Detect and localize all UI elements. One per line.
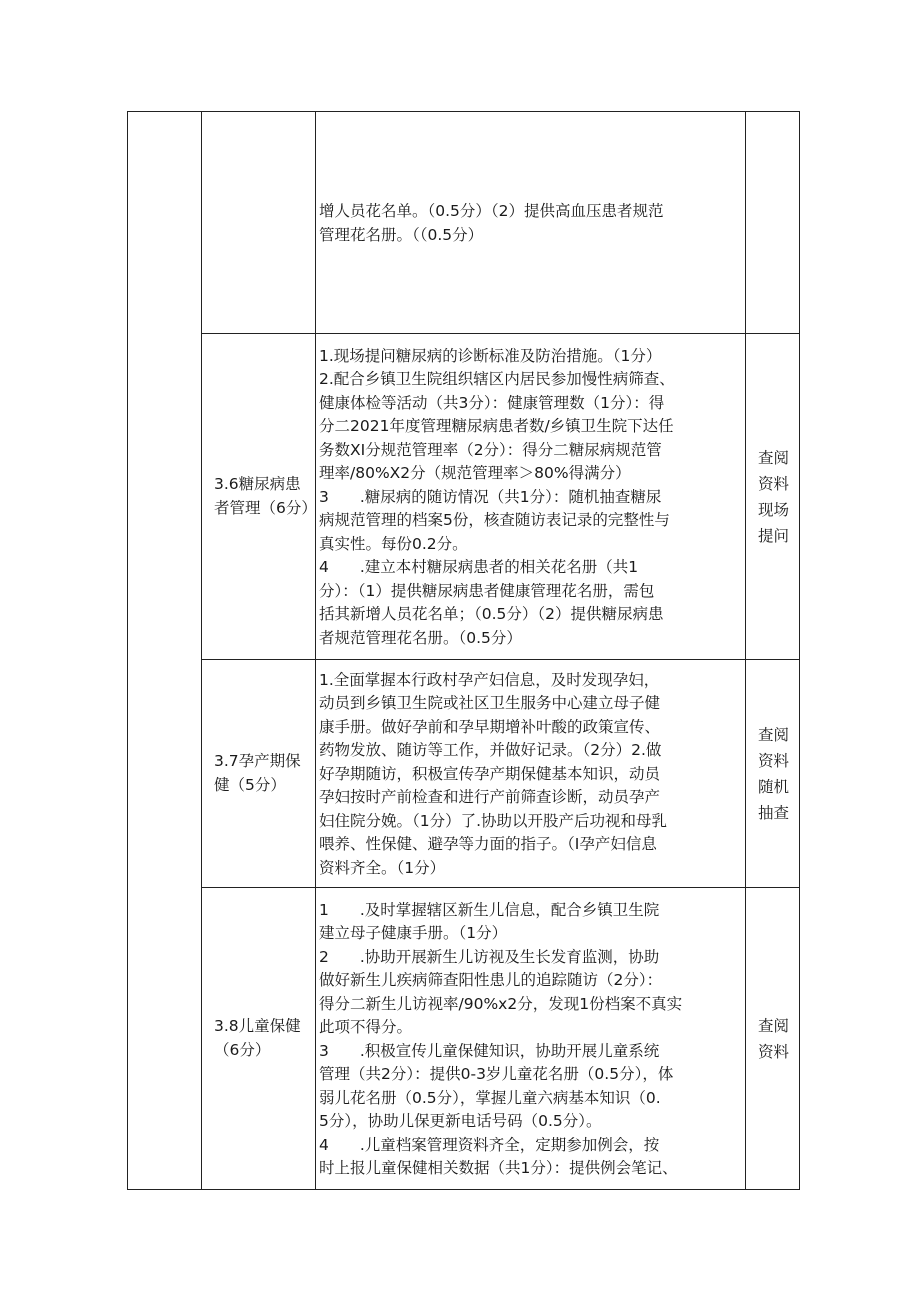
method-label: 查阅资料随机抽查 [758, 725, 790, 822]
method-cell [746, 888, 800, 1190]
item-label: 3.8儿童保健（6分） [214, 1017, 301, 1059]
method-cell [746, 112, 800, 334]
table-row [128, 112, 800, 334]
method-label: 查阅资料现场提问 [758, 448, 790, 545]
content-line: 分）：（1）提供糖尿病患者健康管理花名册，需包 [319, 581, 655, 600]
content-line: 管理花名册。（（0.5分） [319, 225, 484, 244]
content-line: 弱儿花名册（0.5分），掌握儿童六病基本知识（0. [319, 1088, 661, 1107]
content-line: 2.配合乡镇卫生院组织辖区内居民参加慢性病筛查、 [319, 370, 675, 389]
method-cell [746, 660, 800, 888]
content-line: 得分二新生儿访视率/90%x2分，发现1份档案不真实 [319, 994, 683, 1013]
content-text [316, 667, 745, 881]
content-line: 1 .及时掌握辖区新生儿信息，配合乡镇卫生院 [319, 900, 660, 919]
table-row [128, 888, 800, 1190]
content-line: 病规范管理的档案5份，核查随访表记录的完整性与 [319, 511, 670, 530]
table-row [128, 660, 800, 888]
content-line: 1.现场提问糖尿病的诊断标准及防治措施。（1分） [319, 346, 662, 365]
content-line: 真实性。每份0.2分。 [319, 534, 468, 553]
content-cell [316, 334, 746, 660]
content-line: 3 .积极宣传儿童保健知识，协助开展儿童系统 [319, 1041, 660, 1060]
content-text [316, 897, 745, 1181]
content-line: 喂养、性保健、避孕等力面的指子。（I孕产妇信息 [319, 835, 657, 854]
category-cell [128, 112, 202, 1190]
content-line: 2 .协助开展新生儿访视及生长发育监测，协助 [319, 947, 660, 966]
content-line: 5分），协助儿保更新电话号码（0.5分）。 [319, 1112, 602, 1130]
content-text [316, 198, 745, 247]
content-line: 动员到乡镇卫生院或社区卫生服务中心建立母子健 [319, 694, 661, 713]
item-cell [202, 888, 316, 1190]
table-row [128, 334, 800, 660]
content-line: 药物发放、随访等工作，并做好记录。（2分）2.做 [319, 741, 662, 760]
content-line: 做好新生儿疾病筛查阳性患儿的追踪随访（2分）： [319, 971, 663, 989]
content-line: 增人员花名单。（0.5分）（2）提供高血压患者规范 [319, 202, 664, 220]
content-line: 括其新增人员花名单；（0.5分）（2）提供糖尿病患 [319, 605, 664, 624]
content-line: 孕妇按时产前检查和进行产前筛查诊断，动员孕产 [319, 788, 661, 807]
content-line: 康手册。做好孕前和孕早期增补叶酸的政策宣传、 [319, 717, 661, 736]
content-cell [316, 888, 746, 1190]
content-line: 建立母子健康手册。（1分） [319, 924, 508, 942]
content-line: 理率/80%X2分（规范管理率＞80%得满分） [319, 464, 631, 483]
item-label: 3.7孕产期保健（5分） [214, 752, 301, 794]
content-line: 妇住院分娩。（1分）了.协助以开股产后功视和母乳 [319, 811, 668, 830]
content-line: 好孕期随访，积极宣传孕产期保健基本知识，动员 [319, 764, 661, 783]
item-cell [202, 660, 316, 888]
content-line: 时上报儿童保健相关数据（共1分）：提供例会笔记、 [319, 1159, 678, 1177]
content-line: 务数XI分规范管理率（2分）：得分二糖尿病规范管 [319, 440, 662, 459]
method-label: 查阅资料 [758, 1016, 790, 1061]
content-line: 此项不得分。 [319, 1018, 413, 1036]
assessment-table [127, 111, 800, 1190]
content-cell [316, 112, 746, 334]
item-cell [202, 112, 316, 334]
content-line: 资料齐全。（1分） [319, 858, 446, 877]
content-line: 分二2021年度管理糖尿病患者数/乡镇卫生院下达任 [319, 417, 674, 436]
content-line: 4 .建立本村糖尿病患者的相关花名册（共1 [319, 558, 639, 577]
item-cell [202, 334, 316, 660]
item-label: 3.6糖尿病患者管理（6分） [214, 475, 317, 517]
method-cell [746, 334, 800, 660]
content-line: 健康体检等活动（共3分）：健康管理数（1分）：得 [319, 393, 665, 412]
content-cell [316, 660, 746, 888]
content-line: 管理（共2分）：提供0-3岁儿童花名册（0.5分），体 [319, 1065, 674, 1083]
content-text [316, 343, 745, 651]
content-line: 3 .糖尿病的随访情况（共1分）：随机抽查糖尿 [319, 487, 662, 506]
content-line: 4 .儿童档案管理资料齐全，定期参加例会，按 [319, 1135, 660, 1154]
content-line: 1.全面掌握本行政村孕产妇信息，及时发现孕妇， [319, 670, 660, 689]
content-line: 者规范管理花名册。（0.5分） [319, 628, 522, 647]
